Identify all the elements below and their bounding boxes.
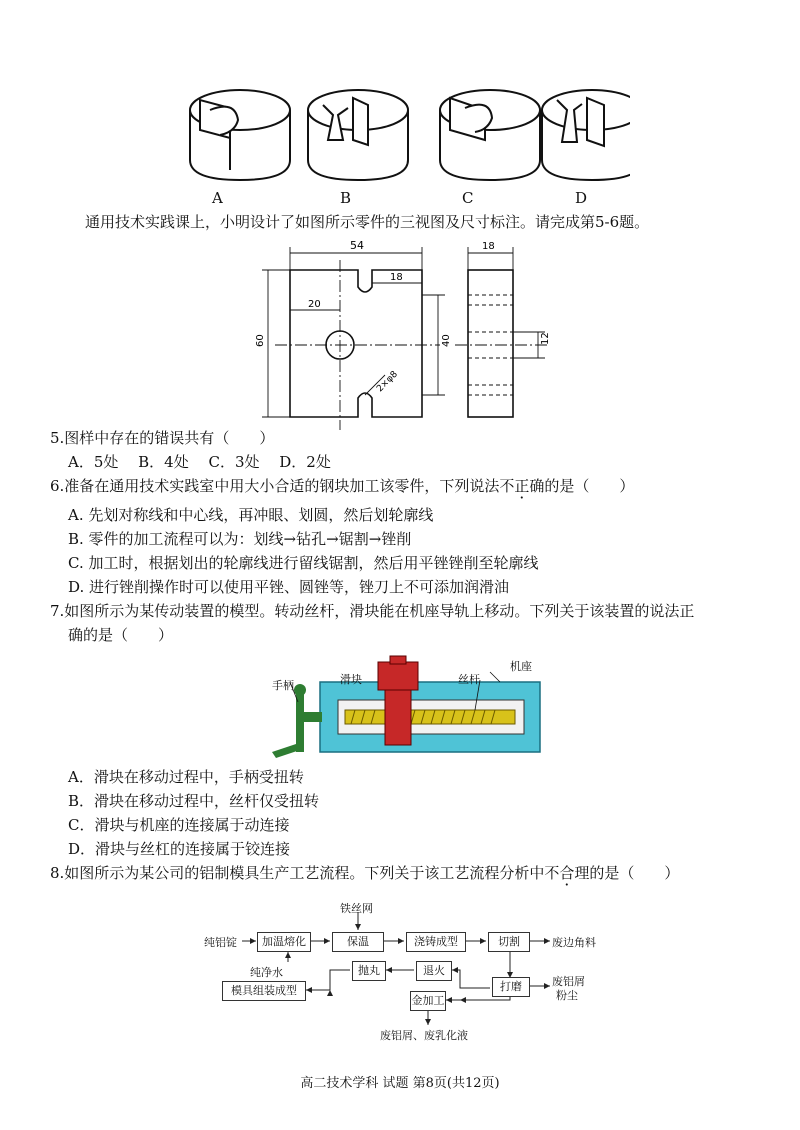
q6-stem-pre: 6.准备在通用技术实践室中用大小合适的钢块加工该零件，下列说法 bbox=[50, 477, 500, 495]
dim-18-top: 18 bbox=[390, 272, 403, 283]
flow-keep-warm: 保温 bbox=[332, 932, 384, 952]
q8-stem bbox=[50, 863, 679, 883]
dim-54: 54 bbox=[350, 239, 364, 252]
q6-option-d: D. 进行锉削操作时可以使用平锉、圆锉等，锉刀上不可添加润滑油 bbox=[68, 578, 510, 596]
page-footer: 高二技术学科 试题 第8页(共12页) bbox=[300, 1076, 500, 1091]
option-label-c: C bbox=[462, 189, 474, 207]
q4-part-figures bbox=[180, 70, 630, 200]
transmission-model-figure bbox=[260, 652, 550, 762]
dim-18-side: 18 bbox=[482, 241, 495, 252]
q8-stem-emph: 不合理 bbox=[544, 864, 590, 882]
three-view-drawing bbox=[250, 235, 570, 430]
q6-option-b: B. 零件的加工流程可以为：划线→钻孔→锯割→锉削 bbox=[68, 530, 412, 548]
part-figure-c bbox=[440, 90, 540, 180]
flow-grinding: 打磨 bbox=[492, 977, 530, 997]
flow-machining: 金加工 bbox=[410, 991, 446, 1011]
flow-melt: 加温熔化 bbox=[257, 932, 311, 952]
label-screw: 丝杆 bbox=[458, 673, 480, 686]
label-slider: 滑块 bbox=[340, 673, 362, 686]
label-base: 机座 bbox=[510, 660, 532, 673]
dim-40: 40 bbox=[441, 334, 452, 347]
flow-assembly: 模具组装成型 bbox=[222, 981, 306, 1001]
dim-60: 60 bbox=[255, 334, 266, 347]
flow-cutting: 切割 bbox=[488, 932, 530, 952]
q8-stem-post: 的是（ ） bbox=[589, 864, 680, 882]
flow-scrap-dust-2: 粉尘 bbox=[556, 989, 578, 1002]
q8-stem-pre: 8.如图所示为某公司的铝制模具生产工艺流程。下列关于该工艺流程分析中 bbox=[50, 864, 545, 882]
part-figure-d bbox=[542, 90, 630, 180]
label-handle: 手柄 bbox=[272, 679, 294, 692]
flow-iron-mesh: 铁丝网 bbox=[340, 902, 373, 915]
dim-12: 12 bbox=[540, 332, 551, 345]
q6-option-c: C. 加工时，根据划出的轮廓线进行留线锯割，然后用平锉锉削至轮廓线 bbox=[68, 554, 539, 572]
q7-option-c: C．滑块与机座的连接属于动连接 bbox=[68, 816, 290, 834]
q7-stem-line1: 7.如图所示为某传动装置的模型。转动丝杆，滑块能在机座导轨上移动。下列关于该装置的说法正 bbox=[50, 602, 695, 620]
flow-pure-water: 纯净水 bbox=[250, 966, 283, 979]
flow-annealing: 退火 bbox=[416, 961, 452, 981]
flow-waste-out: 废铝屑、废乳化液 bbox=[380, 1029, 468, 1042]
q6-stem-post: 的是（ ） bbox=[544, 477, 635, 495]
option-label-b: B bbox=[340, 189, 352, 207]
q7-stem-line2: 确的是（ ） bbox=[68, 626, 174, 644]
q7-option-a: A．滑块在移动过程中，手柄受扭转 bbox=[68, 768, 304, 786]
q5-options: A．5处 B．4处 C．3处 D．2处 bbox=[68, 453, 331, 471]
part-figure-a bbox=[190, 90, 290, 180]
flow-shot-blast: 抛丸 bbox=[352, 961, 386, 981]
dim-20: 20 bbox=[308, 299, 321, 310]
flow-input-ingot: 纯铝锭 bbox=[204, 936, 237, 949]
intro-text: 通用技术实践课上，小明设计了如图所示零件的三视图及尺寸标注。请完成第5-6题。 bbox=[85, 213, 650, 231]
part-figure-b bbox=[308, 90, 408, 180]
flow-scrap-dust-1: 废铝屑 bbox=[552, 975, 585, 988]
option-label-a: A bbox=[212, 189, 223, 207]
flow-scrap-corner: 废边角料 bbox=[552, 936, 596, 949]
q6-stem-emph: 不正确 bbox=[499, 477, 545, 495]
q6-stem bbox=[50, 476, 634, 496]
q5-stem: 5.图样中存在的错误共有（ ） bbox=[50, 429, 275, 447]
q6-option-a: A. 先划对称线和中心线，再冲眼、划圆，然后划轮廓线 bbox=[68, 506, 434, 524]
q7-option-d: D．滑块与丝杠的连接属于铰连接 bbox=[68, 840, 291, 858]
option-label-d: D bbox=[575, 189, 588, 207]
dim-hole: 2×φ8 bbox=[375, 369, 400, 395]
flow-casting: 浇铸成型 bbox=[406, 932, 466, 952]
q7-option-b: B．滑块在移动过程中，丝杆仅受扭转 bbox=[68, 792, 320, 810]
